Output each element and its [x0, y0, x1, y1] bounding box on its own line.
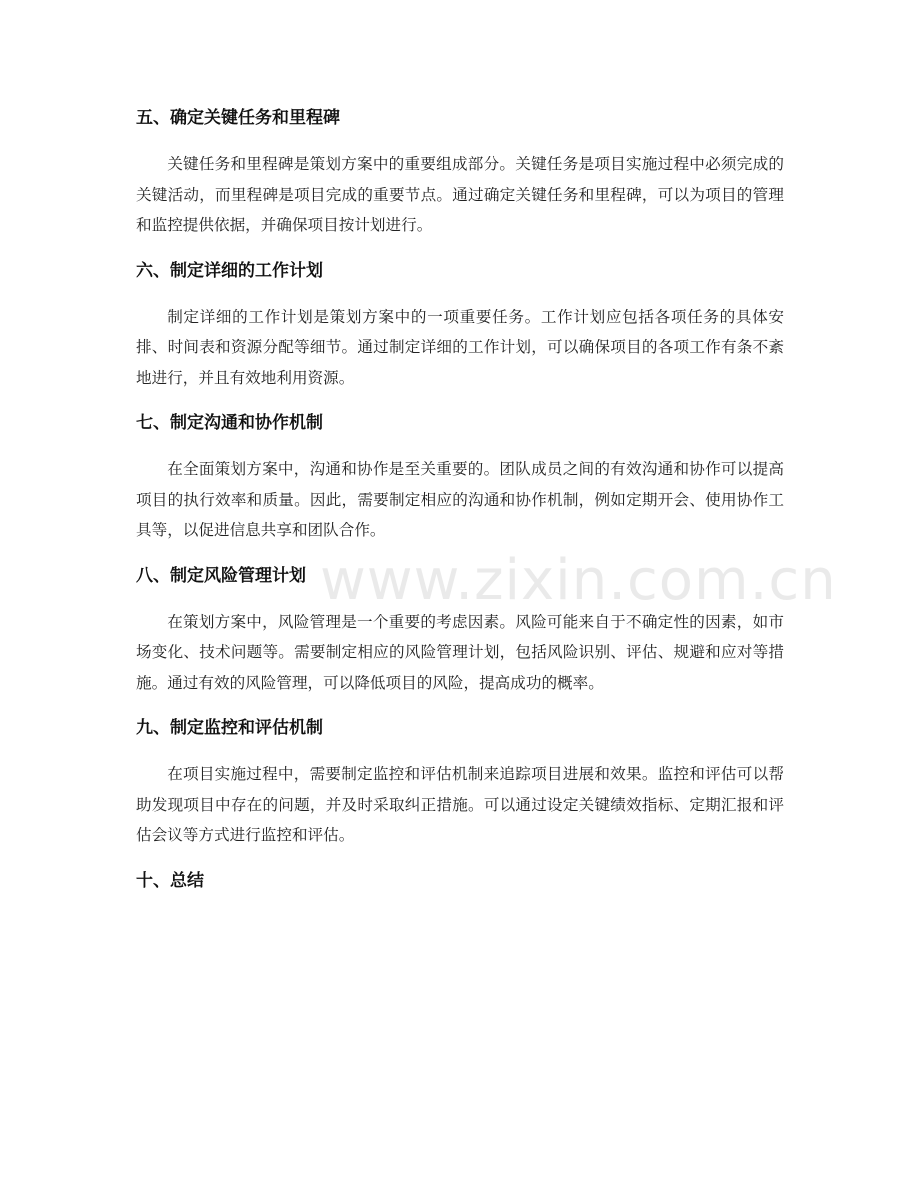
section-8 [136, 562, 784, 699]
section-heading: 九、制定监控和评估机制 [136, 718, 323, 738]
section-paragraph: 在策划方案中，风险管理是一个重要的考虑因素。风险可能来自于不确定性的因素，如市场变化、技术问题等。需要制定相应的风险管理计划，包括风险识别、评估、规避和应对等措施。通过有效的风险管理，可以降低项目的风险，提高成功的概率。 [136, 612, 784, 692]
section-paragraph: 在项目实施过程中，需要制定监控和评估机制来追踪项目进展和效果。监控和评估可以帮助发现项目中存在的问题，并及时采取纠正措施。可以通过设定关键绩效指标、定期汇报和评估会议等方式进行监控和评估。 [136, 765, 784, 844]
section-10 [136, 867, 784, 895]
section-heading: 十、总结 [136, 870, 204, 891]
section-paragraph: 关键任务和里程碑是策划方案中的重要组成部分。关键任务是项目实施过程中必须完成的关键活动，而里程碑是项目完成的重要节点。通过确定关键任务和里程碑，可以为项目的管理和监控提供依据，并确保项目按计划进行。 [136, 155, 784, 234]
section-6 [136, 257, 784, 394]
document-content [136, 104, 784, 912]
section-heading: 六、制定详细的工作计划 [136, 260, 323, 281]
section-paragraph: 制定详细的工作计划是策划方案中的一项重要任务。工作计划应包括各项任务的具体安排、时间表和资源分配等细节。通过制定详细的工作计划，可以确保项目的各项工作有条不紊地进行，并且有效地利用资源。 [136, 307, 784, 387]
section-5 [136, 104, 784, 241]
section-7 [136, 409, 784, 546]
section-heading: 八、制定风险管理计划 [136, 565, 306, 586]
section-heading: 七、制定沟通和协作机制 [136, 413, 323, 433]
section-heading: 五、确定关键任务和里程碑 [136, 108, 340, 128]
section-9 [136, 714, 784, 851]
watermark: www.zixin.com.cn [320, 548, 837, 613]
section-paragraph: 在全面策划方案中，沟通和协作是至关重要的。团队成员之间的有效沟通和协作可以提高项目的执行效率和质量。因此，需要制定相应的沟通和协作机制，例如定期开会、使用协作工具等，以促进信息共享和团队合作。 [136, 460, 784, 539]
